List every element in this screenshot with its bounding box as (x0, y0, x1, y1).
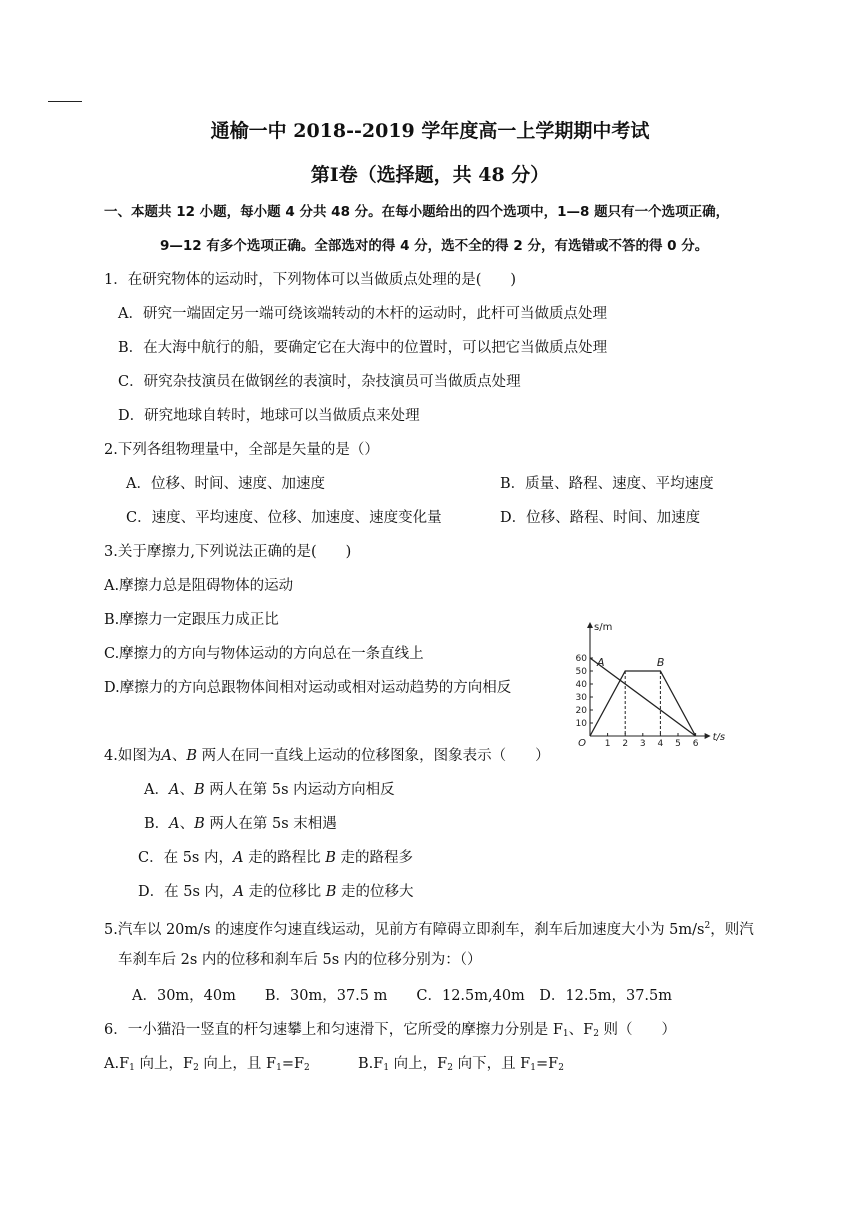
position-time-graph (572, 618, 742, 746)
graph-labels (576, 622, 726, 746)
x-tick-label: 1 (604, 739, 611, 746)
q1-option-d: D．研究地球自转时，地球可以当做质点来处理 (118, 408, 420, 424)
q1-option-a: A．研究一端固定另一端可绕该端转动的木杆的运动时，此杆可当做质点处理 (118, 306, 607, 322)
graph-axes (587, 622, 711, 739)
q2-stem: 2.下列各组物理量中，全部是矢量的是（） (104, 442, 379, 458)
x-tick-label: 6 (692, 739, 699, 746)
origin-label: O (578, 738, 586, 746)
q3-stem: 3.关于摩擦力,下列说法正确的是( ) (104, 544, 352, 560)
y-tick-label: 50 (575, 667, 587, 677)
y-tick-label: 40 (575, 680, 587, 690)
q1-stem: 1．在研究物体的运动时，下列物体可以当做质点处理的是( ) (104, 272, 517, 288)
exam-title: 通榆一中 2018--2019 学年度高一上学期期中考试 (210, 120, 650, 142)
header-rule (48, 101, 82, 102)
series-label-a: A (597, 656, 605, 669)
q6-option-a: $A.F_1$ 向上，$F_2$ 向上，且 $F_1=F_2$ (104, 1056, 310, 1073)
q5-stem-line-1: 5.汽车以 20m/s 的速度作匀速直线运动，见前方有障碍立即刹车，刹车后加速度大小为 $5m/s^2$，则汽 (104, 921, 754, 938)
q4-option-d: D．在 5s 内，A 走的位移比 B 走的位移大 (138, 884, 414, 900)
instructions-line-2: 9—12 有多个选项正确。全部选对的得 4 分，选不全的得 2 分，有选错或不答的得 0 分。 (160, 238, 709, 254)
y-tick-label: 30 (575, 693, 587, 703)
y-axis-label: s/m (594, 622, 613, 633)
q3-option-b: B.摩擦力一定跟压力成正比 (104, 612, 279, 628)
q3-option-d: D.摩擦力的方向总跟物体间相对运动或相对运动趋势的方向相反 (104, 680, 512, 696)
series-line-a (590, 658, 696, 736)
q6-option-b: $B.F_1$ 向上，$F_2$ 向下，且 $F_1=F_2$ (358, 1056, 564, 1073)
y-tick-label: 60 (575, 654, 587, 664)
y-tick-label: 20 (575, 706, 587, 716)
q2-option-a: A．位移、时间、速度、加速度 (126, 476, 325, 492)
q2-option-d: D．位移、路程、时间、加速度 (500, 510, 701, 526)
q1-option-c: C．研究杂技演员在做钢丝的表演时，杂技演员可当做质点处理 (118, 374, 521, 390)
q5-options: A．30m，40m B．30m，37.5 m C．12.5m,40m D．12.5m，37.5m (132, 988, 673, 1004)
q4-stem: 4.如图为A、B 两人在同一直线上运动的位移图象，图象表示（ ） (104, 748, 550, 764)
q4-option-c: C．在 5s 内，A 走的路程比 B 走的路程多 (138, 850, 413, 866)
x-tick-label: 3 (639, 739, 646, 746)
q3-option-c: C.摩擦力的方向与物体运动的方向总在一条直线上 (104, 646, 424, 662)
q6-stem: 6．一小猫沿一竖直的杆匀速攀上和匀速滑下，它所受的摩擦力分别是 $F_1$、$F_2$ 则（ ） (104, 1022, 677, 1039)
y-tick-label: 10 (575, 719, 587, 729)
q5-stem-line-2: 车刹车后 2s 内的位移和刹车后 5s 内的位移分别为：（） (118, 952, 482, 968)
q4-option-b: B．A、B 两人在第 5s 末相遇 (144, 816, 337, 832)
series-label-b: B (656, 656, 665, 669)
x-tick-label: 4 (657, 739, 664, 746)
graph-series (590, 658, 696, 736)
x-tick-label: 2 (622, 739, 629, 746)
q1-option-b: B．在大海中航行的船，要确定它在大海中的位置时，可以把它当做质点处理 (118, 340, 608, 356)
q2-option-c: C．速度、平均速度、位移、加速度、速度变化量 (126, 510, 442, 526)
q2-option-b: B．质量、路程、速度、平均速度 (500, 476, 714, 492)
x-axis-arrow (705, 733, 711, 739)
instructions-line-1: 一、本题共 12 小题，每小题 4 分共 48 分。在每小题给出的四个选项中，1—8 题只有一个选项正确， (104, 204, 730, 220)
q3-option-a: A.摩擦力总是阻碍物体的运动 (104, 578, 294, 594)
q4-option-a: A．A、B 两人在第 5s 内运动方向相反 (144, 782, 395, 798)
y-axis-arrow (587, 622, 593, 628)
series-line-b (590, 671, 696, 736)
x-axis-label: t/s (712, 732, 726, 743)
section-title: 第Ⅰ卷（选择题，共 48 分） (310, 164, 550, 186)
x-tick-label: 5 (675, 739, 681, 746)
